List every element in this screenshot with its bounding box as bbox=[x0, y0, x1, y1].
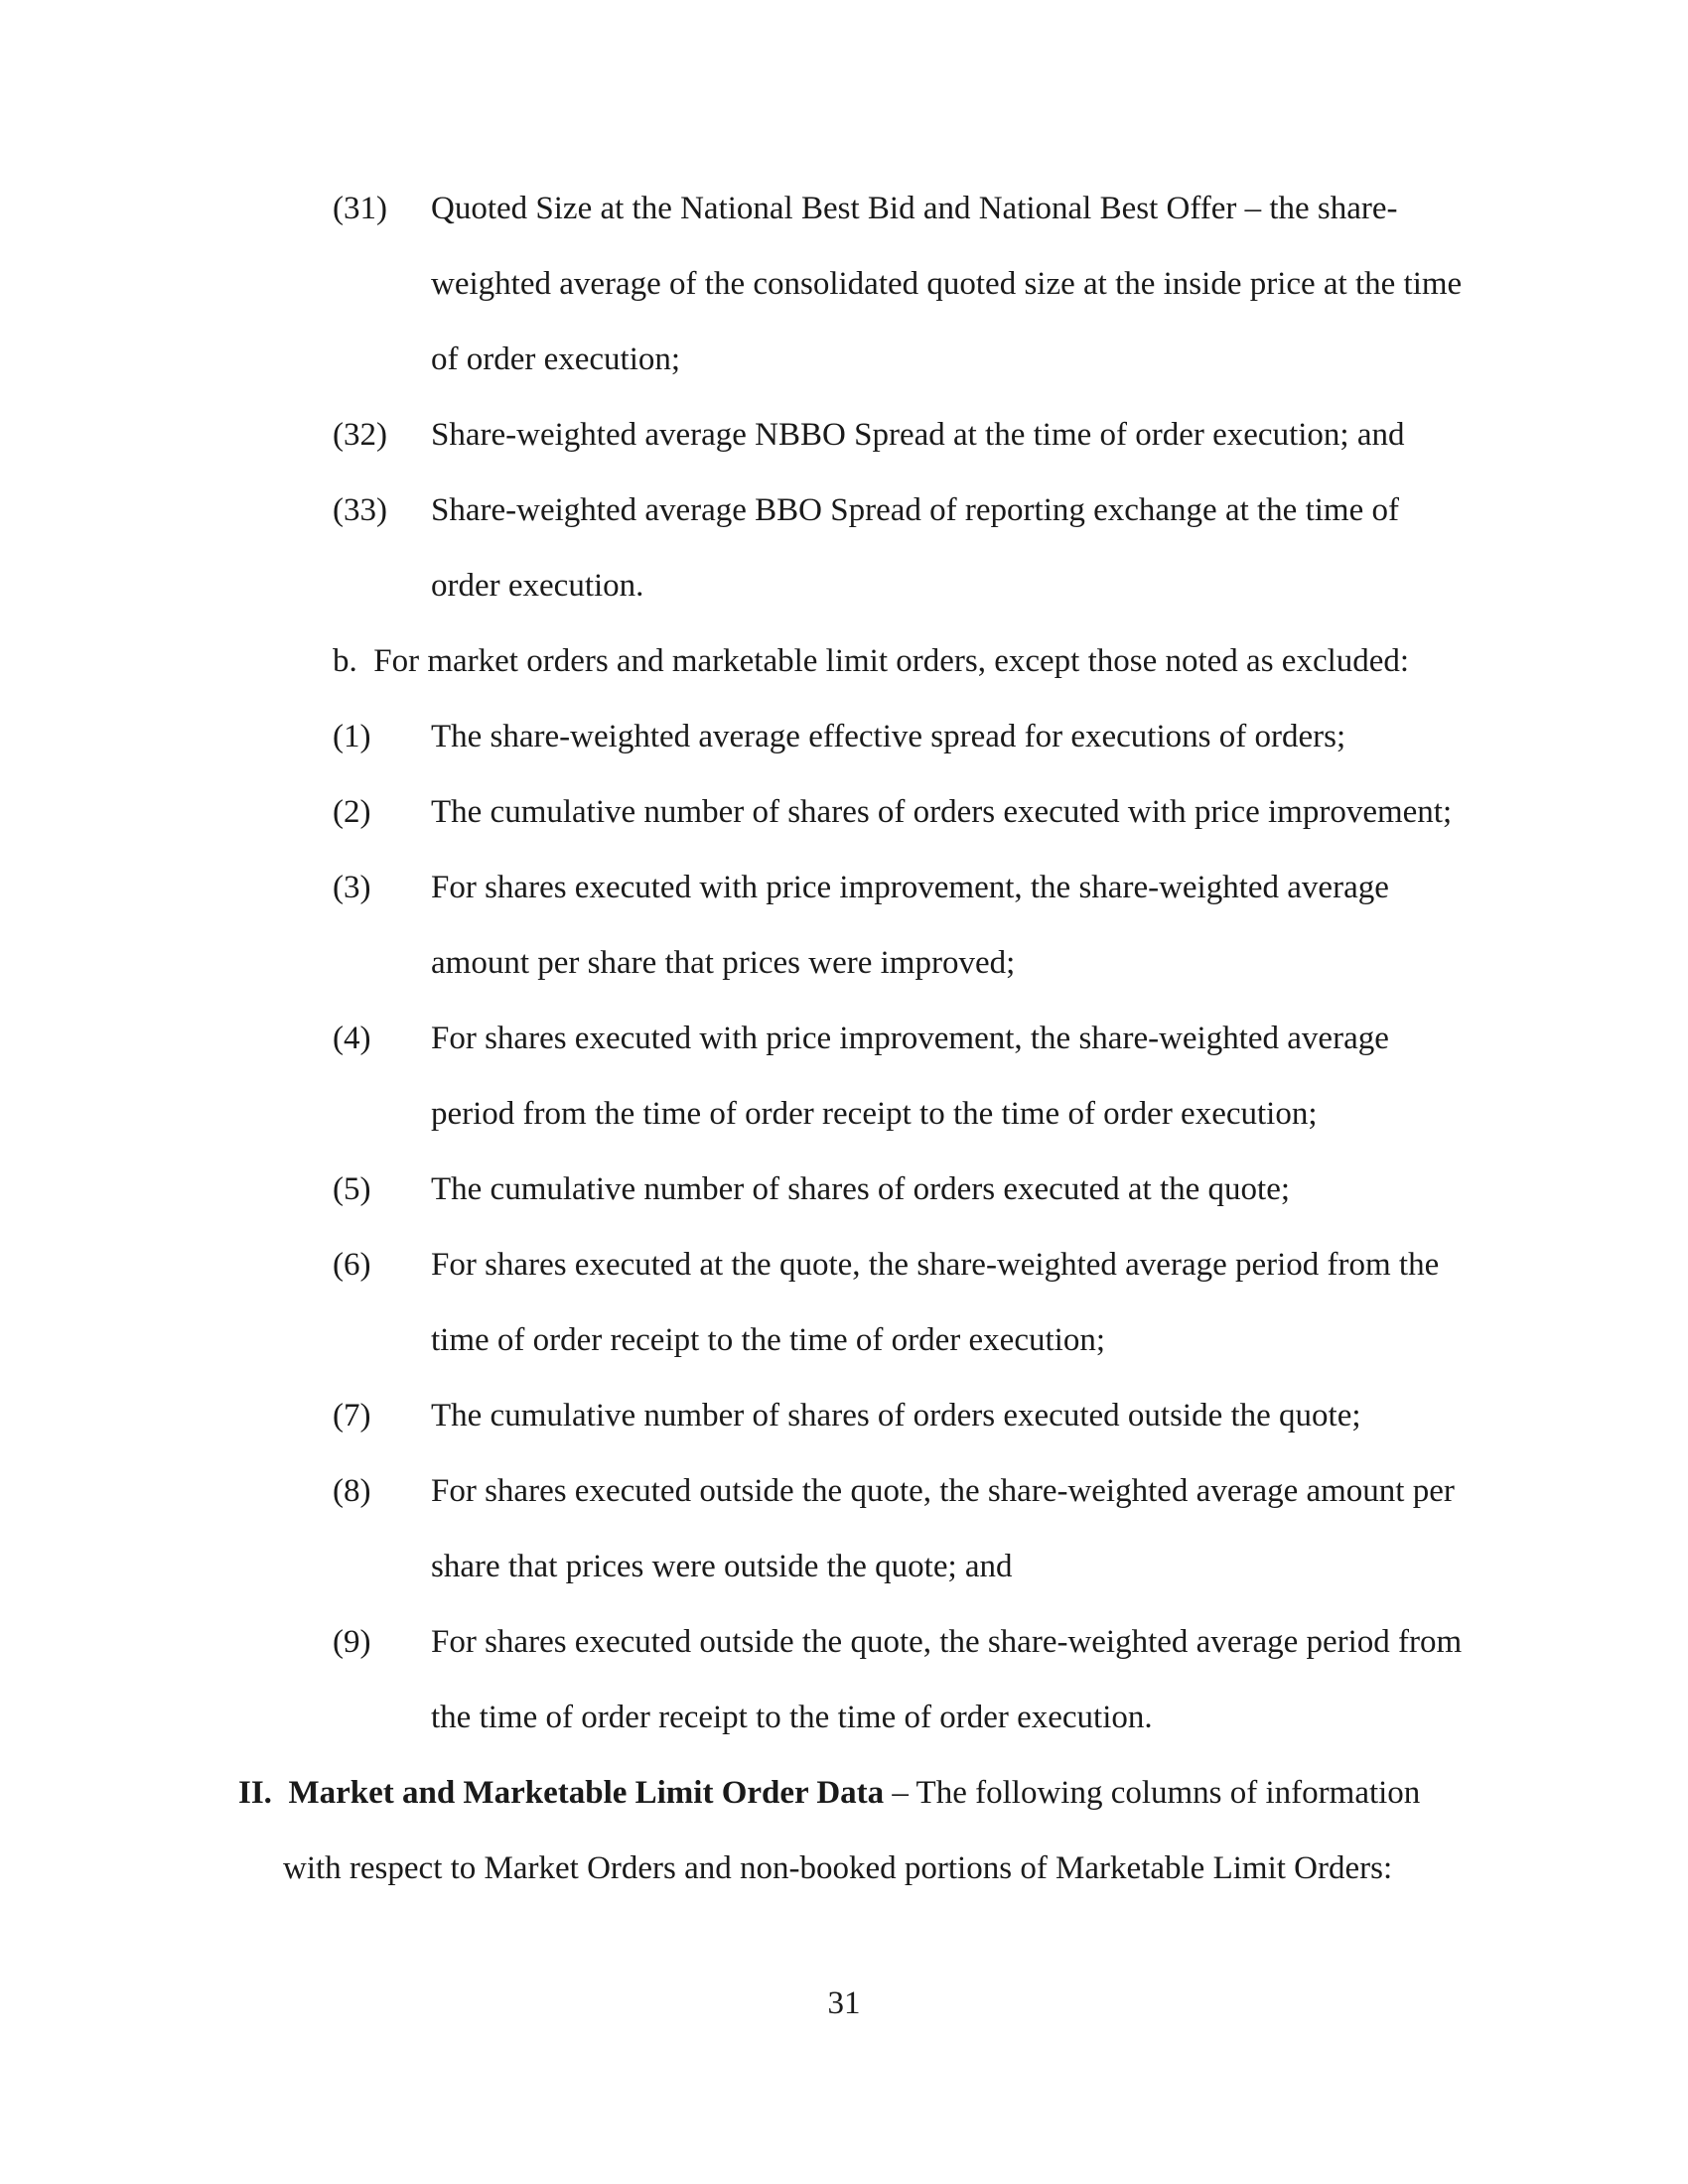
item-number-6: (6) bbox=[333, 1247, 371, 1283]
item-9-line-2: the time of order receipt to the time of order execution. bbox=[431, 1700, 1153, 1735]
item-number-9: (9) bbox=[333, 1624, 371, 1660]
item-31-line-1: Quoted Size at the National Best Bid and National Best Offer – the share- bbox=[431, 191, 1398, 226]
item-3-line-2: amount per share that prices were improved; bbox=[431, 945, 1016, 981]
section-ii-description-line-2: with respect to Market Orders and non-booked portions of Marketable Limit Orders: bbox=[283, 1850, 1393, 1886]
section-b-heading: b. For market orders and marketable limit orders, except those noted as excluded: bbox=[333, 643, 1410, 679]
item-2-line-1: The cumulative number of shares of orders executed with price improvement; bbox=[431, 794, 1453, 830]
item-1-line-1: The share-weighted average effective spread for executions of orders; bbox=[431, 719, 1346, 754]
item-number-3: (3) bbox=[333, 870, 371, 905]
item-31-line-3: of order execution; bbox=[431, 341, 681, 377]
section-ii-title: Market and Marketable Limit Order Data bbox=[288, 1775, 885, 1811]
item-8-line-1: For shares executed outside the quote, the share-weighted average amount per bbox=[431, 1473, 1455, 1509]
item-number-7: (7) bbox=[333, 1398, 371, 1433]
item-33-line-2: order execution. bbox=[431, 568, 644, 604]
item-number-1: (1) bbox=[333, 719, 371, 754]
item-4-line-2: period from the time of order receipt to the time of order execution; bbox=[431, 1096, 1318, 1132]
item-8-line-2: share that prices were outside the quote; and bbox=[431, 1549, 1013, 1584]
item-4-line-1: For shares executed with price improvement, the share-weighted average bbox=[431, 1021, 1389, 1056]
item-number-2: (2) bbox=[333, 794, 371, 830]
section-ii-description-line-1: – The following columns of information bbox=[884, 1775, 1421, 1811]
section-ii-number: II. bbox=[238, 1775, 272, 1811]
item-7-line-1: The cumulative number of shares of orders executed outside the quote; bbox=[431, 1398, 1361, 1433]
item-number-33: (33) bbox=[333, 492, 387, 528]
item-32-line-1: Share-weighted average NBBO Spread at the time of order execution; and bbox=[431, 417, 1405, 453]
item-33-line-1: Share-weighted average BBO Spread of reporting exchange at the time of bbox=[431, 492, 1399, 528]
item-number-5: (5) bbox=[333, 1171, 371, 1207]
item-number-31: (31) bbox=[333, 191, 387, 226]
item-5-line-1: The cumulative number of shares of orders executed at the quote; bbox=[431, 1171, 1291, 1207]
item-31-line-2: weighted average of the consolidated quoted size at the inside price at the time bbox=[431, 266, 1463, 302]
item-9-line-1: For shares executed outside the quote, the share-weighted average period from bbox=[431, 1624, 1463, 1660]
item-3-line-1: For shares executed with price improvement, the share-weighted average bbox=[431, 870, 1389, 905]
item-6-line-1: For shares executed at the quote, the share-weighted average period from the bbox=[431, 1247, 1440, 1283]
page-number: 31 bbox=[827, 1985, 861, 2021]
section-ii-heading bbox=[238, 1773, 1420, 1813]
item-number-8: (8) bbox=[333, 1473, 371, 1509]
item-number-32: (32) bbox=[333, 417, 387, 453]
item-6-line-2: time of order receipt to the time of order execution; bbox=[431, 1322, 1105, 1358]
item-number-4: (4) bbox=[333, 1021, 371, 1056]
